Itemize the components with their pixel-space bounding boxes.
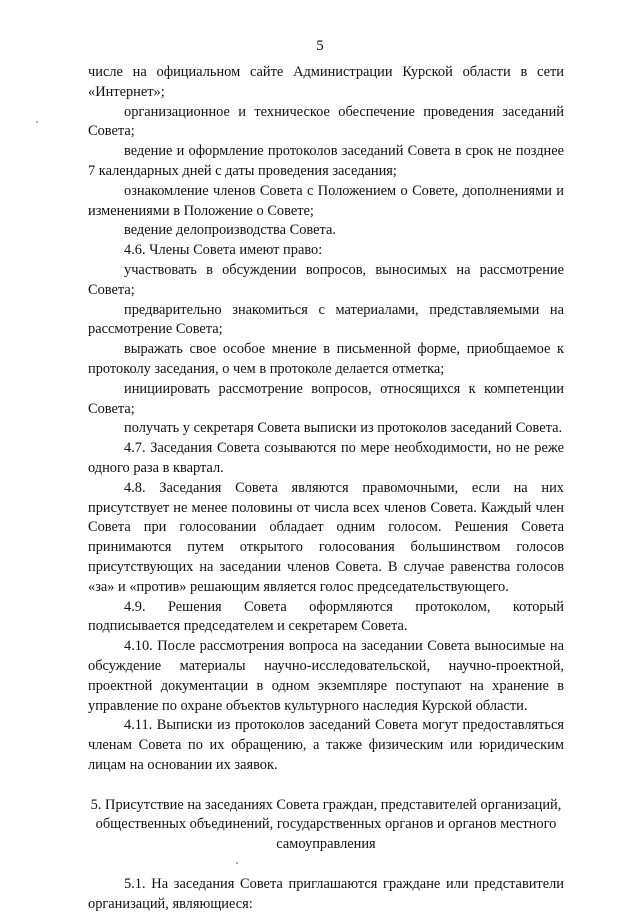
paragraph-duty-records: ведение делопроизводства Совета. [124,222,336,239]
paragraph-right-opinion: выражать свое особое мнение в письменной форме, приобщаемое к протоколу заседания, о чем в протоколе делается отметка; [88,341,564,377]
paragraph-right-initiate: инициировать рассмотрение вопросов, относящихся к компетенции Совета; [88,380,564,417]
paragraph-4-8: 4.8. Заседания Совета являются правомочными, если на них присутствует не менее половины от числа всех членов Совета. Каждый член Совета при голосовании обладает одним голосом. Решения Совета принимаются путем открытого голосования большинством голосов присутствующих на заседании членов Совета. В случае равенства голосов «за» и «против» решающим является голос председательствующего. [88,479,564,595]
page-number: 5 [316,38,324,54]
paragraph-right-preview: предварительно знакомиться с материалами, представляемыми на рассмотрение Совета; [88,301,564,338]
section-5-heading: 5. Присутствие на заседаниях Совета граждан, представителей организаций, общественных объединений, государственных органов и органов местного самоуправления [90,796,562,853]
paragraph-duty-protocols: ведение и оформление протоколов заседаний Совета в срок не позднее 7 календарных дней с даты проведения заседания; [88,143,564,179]
paragraph-duty-organization: организационное и техническое обеспечение проведения заседаний Совета; [88,103,564,140]
paragraph-4-9: 4.9. Решения Совета оформляются протоколом, который подписывается председателем и секретарем Совета. [88,598,564,635]
paragraph-4-10: 4.10. После рассмотрения вопроса на заседании Совета выносимые на обсуждение материалы научно-исследовательской, научно-проектной, проектной документации в одном экземпляре поступают на хранение в управление по охране объектов культурного наследия Курской области. [88,638,564,714]
paragraph-4-6: 4.6. Члены Совета имеют право: [124,242,323,259]
paragraph-duty-familiarization: ознакомление членов Совета с Положением о Совете, дополнениями и изменениями в Положение о Совете; [88,182,564,219]
scan-speck [36,121,38,123]
paragraph-right-extracts: получать у секретаря Совета выписки из протоколов заседаний Совета. [124,420,563,437]
document-body [88,63,564,915]
paragraph-right-participate: участвовать в обсуждении вопросов, выносимых на рассмотрение Совета; [88,261,564,298]
paragraph-continuation: числе на официальном сайте Администрации Курской области в сети «Интернет»; [88,64,564,100]
paragraph-5-1: 5.1. На заседания Совета приглашаются граждане или представители организаций, являющиеся: [88,876,564,912]
paragraph-4-11: 4.11. Выписки из протоколов заседаний Совета могут предоставляться членам Совета по их обращению, а также физическим или юридическим лицам на основании их заявок. [88,717,564,773]
paragraph-4-7: 4.7. Заседания Совета созываются по мере необходимости, но не реже одного раза в квартал. [88,440,564,476]
scan-speck [236,862,238,864]
